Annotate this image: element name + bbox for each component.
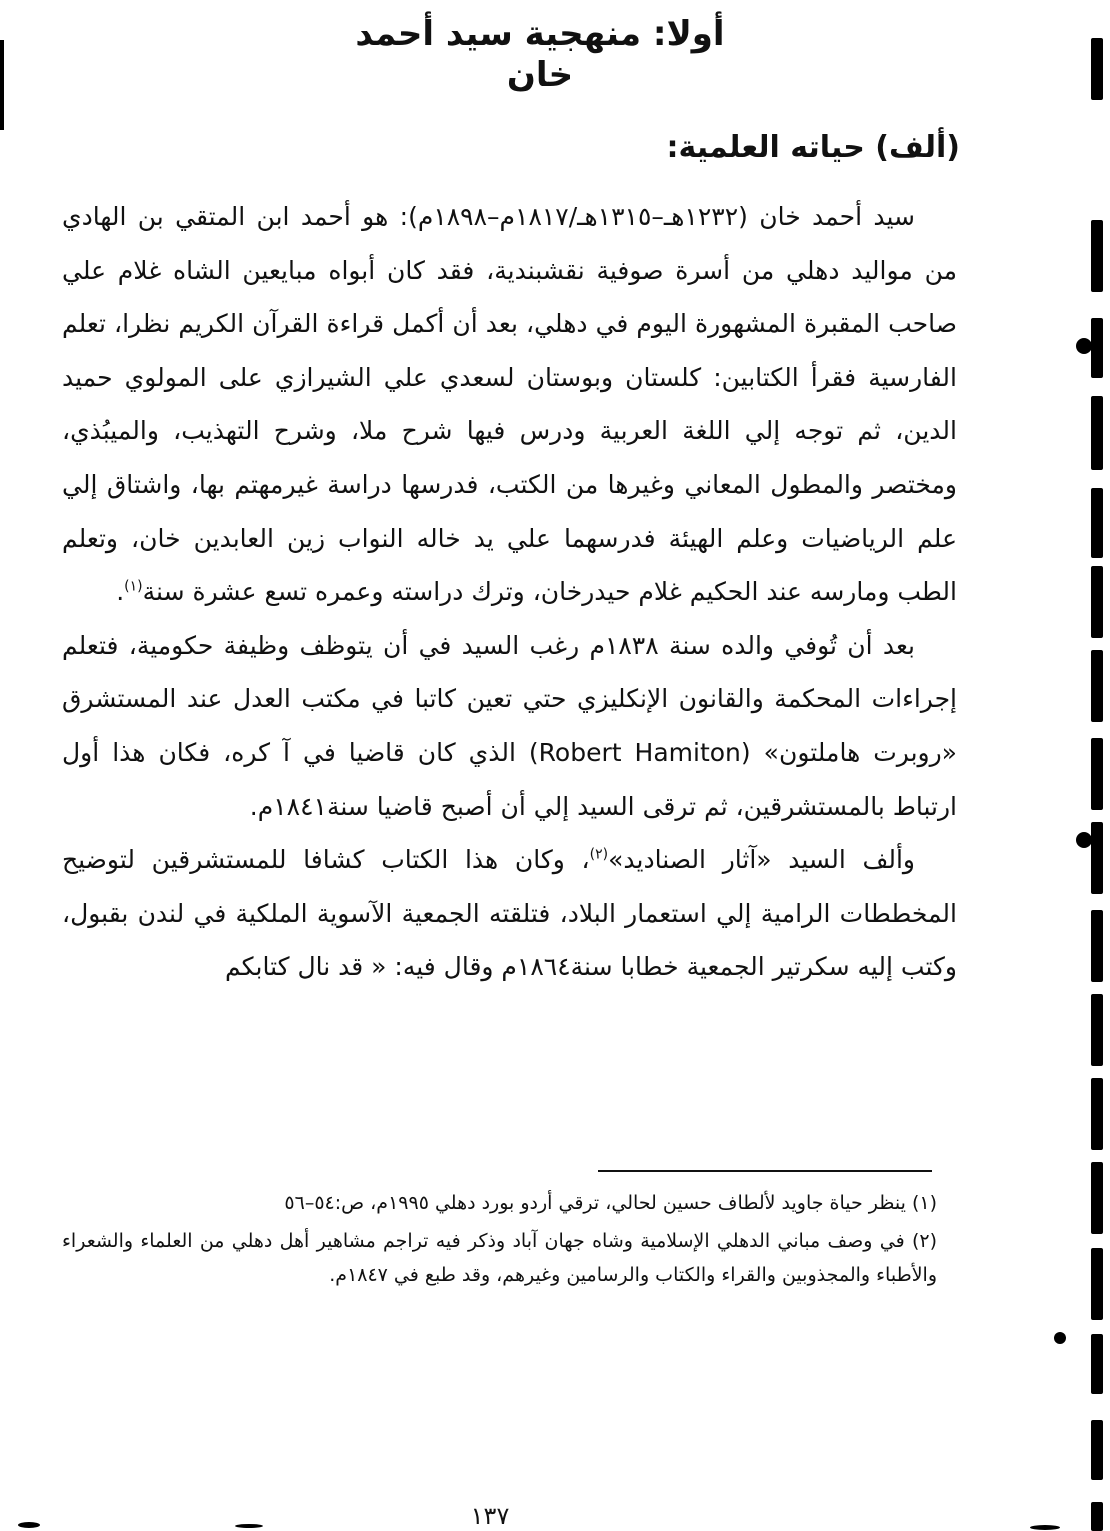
paragraph-3-text-after-note: ، وكان هذا الكتاب كشافا للمستشرقين لتوضيح المخططات الرامية إلي استعمار البلاد، فتلقته الجمعية الآسوية الملكية في لندن بقبول، وكتب إليه سكرتير الجمعية خطابا سنة١٨٦٤م وقال فيه: « قد نال كتابكم — [62, 845, 957, 982]
footnote-ref-1: (١) — [124, 578, 143, 595]
binding-bar — [1091, 650, 1103, 722]
scan-speck — [18, 1522, 40, 1528]
paragraph-1: سيد أحمد خان (١٢٣٢هـ–١٣١٥هـ/١٨١٧م–١٨٩٨م): هو أحمد ابن المتقي بن الهادي من مواليد دهلي من أسرة صوفية نقشبندية، فقد كان أبواه مبايعين الشاه غلام علي صاحب المقبرة المشهورة اليوم في دهلي، بعد أن أكمل قراءة القرآن الكريم نظرا، تعلم الفارسية فقرأ الكتابين: كلستان وبوستان لسعدي علي الشيرازي على المولوي حميد الدين، ثم توجه إلي اللغة العربية ودرس فيها شرح ملا، وشرح التهذيب، والميبُذي، ومختصر والمطول المعاني وغيرها من الكتب، فدرسها دراسة غيرمهتم بها، واشتاق إلي علم الرياضيات وعلم الهيئة فدرسهما علي يد خاله النواب زين العابدين خان، وتعلم الطب ومارسه عند الحكيم غلام حيدرخان، وترك دراسته وعمره تسع عشرة سنة$^{(١)}$. — [62, 202, 957, 607]
footnote-divider — [598, 1170, 932, 1172]
binding-bar — [1091, 488, 1103, 558]
binding-bar — [1091, 38, 1103, 100]
footnote-2: (٢) في وصف مباني الدهلي الإسلامية وشاه جهان آباد وذكر فيه تراجم مشاهير أهل دهلي من العلماء والشعراء والأطباء والمجذوبين والقراء والكتاب والرسامين وغيرهم، وقد طبع في ١٨٤٧م. — [62, 1230, 937, 1286]
binding-bar — [1091, 910, 1103, 982]
paragraph-3-text-before-note: وألف السيد «آثار الصناديد» — [608, 845, 915, 875]
binding-bar — [1091, 1420, 1103, 1480]
paragraph-2: بعد أن تُوفي والده سنة ١٨٣٨م رغب السيد في أن يتوظف وظيفة حكومية، فتعلم إجراءات المحكمة والقانون الإنكليزي حتي تعين كاتبا في مكتب العدل عند المستشرق «روبرت هاملتون» (Robert Hamiton) الذي كان قاضيا في آ كره، فكان هذا أول ارتباط بالمستشرقين، ثم ترقى السيد إلي أن أصبح قاضيا سنة١٨٤١م. — [62, 630, 957, 821]
binding-bar — [1091, 1248, 1103, 1320]
binding-bar — [1091, 220, 1103, 292]
binding-hole — [1076, 338, 1092, 354]
paragraph-3 — [62, 833, 957, 994]
paragraph-1-text: سيد أحمد خان (١٢٣٢هـ–١٣١٥هـ/١٨١٧م–١٨٩٨م): هو أحمد ابن المتقي بن الهادي من مواليد دهلي من أسرة صوفية نقشبندية، فقد كان أبواه مبايعين الشاه غلام علي صاحب المقبرة المشهورة اليوم في دهلي، بعد أن أكمل قراءة القرآن الكريم نظرا، تعلم الفارسية فقرأ الكتابين: كلستان وبوستان لسعدي علي الشيرازي على المولوي حميد الدين، ثم توجه إلي اللغة العربية ودرس فيها شرح ملا، وشرح التهذيب، والميبُذي، ومختصر والمطول المعاني وغيرها من الكتب، فدرسها دراسة غيرمهتم بها، واشتاق إلي علم الرياضيات وعلم الهيئة فدرسهما علي يد خاله النواب زين العابدين خان، وتعلم الطب ومارسه عند الحكيم غلام حيدرخان، وترك دراسته وعمره تسع عشرة سنة — [62, 202, 957, 607]
scan-speck — [1030, 1525, 1060, 1530]
scan-left-edge-mark — [0, 40, 4, 130]
page-title: أولا: منهجية سيد أحمد خان — [355, 14, 725, 95]
footnote-1: (١) ينظر حياة جاويد لألطاف حسين لحالي، ترقي أردو بورد دهلي ١٩٩٥م، ص:٥٤–٥٦ — [284, 1192, 937, 1214]
binding-bar — [1091, 1502, 1103, 1531]
binding-bar — [1091, 738, 1103, 810]
binding-hole — [1054, 1332, 1066, 1344]
footnotes — [62, 1186, 937, 1296]
binding-bar — [1091, 1162, 1103, 1234]
binding-hole — [1076, 832, 1092, 848]
binding-bar — [1091, 822, 1103, 894]
binding-bar — [1091, 1334, 1103, 1394]
binding-bar — [1091, 1078, 1103, 1150]
binding-marks — [1080, 0, 1110, 1531]
binding-bar — [1091, 396, 1103, 470]
body-text — [62, 190, 957, 994]
page-number: ١٣٧ — [470, 1502, 510, 1530]
binding-bar — [1091, 318, 1103, 378]
binding-bar — [1091, 566, 1103, 638]
section-heading: (ألف) حياته العلمية: — [666, 130, 960, 165]
binding-bar — [1091, 994, 1103, 1066]
scan-speck — [235, 1524, 263, 1528]
footnote-ref-2: (٢) — [589, 846, 609, 863]
